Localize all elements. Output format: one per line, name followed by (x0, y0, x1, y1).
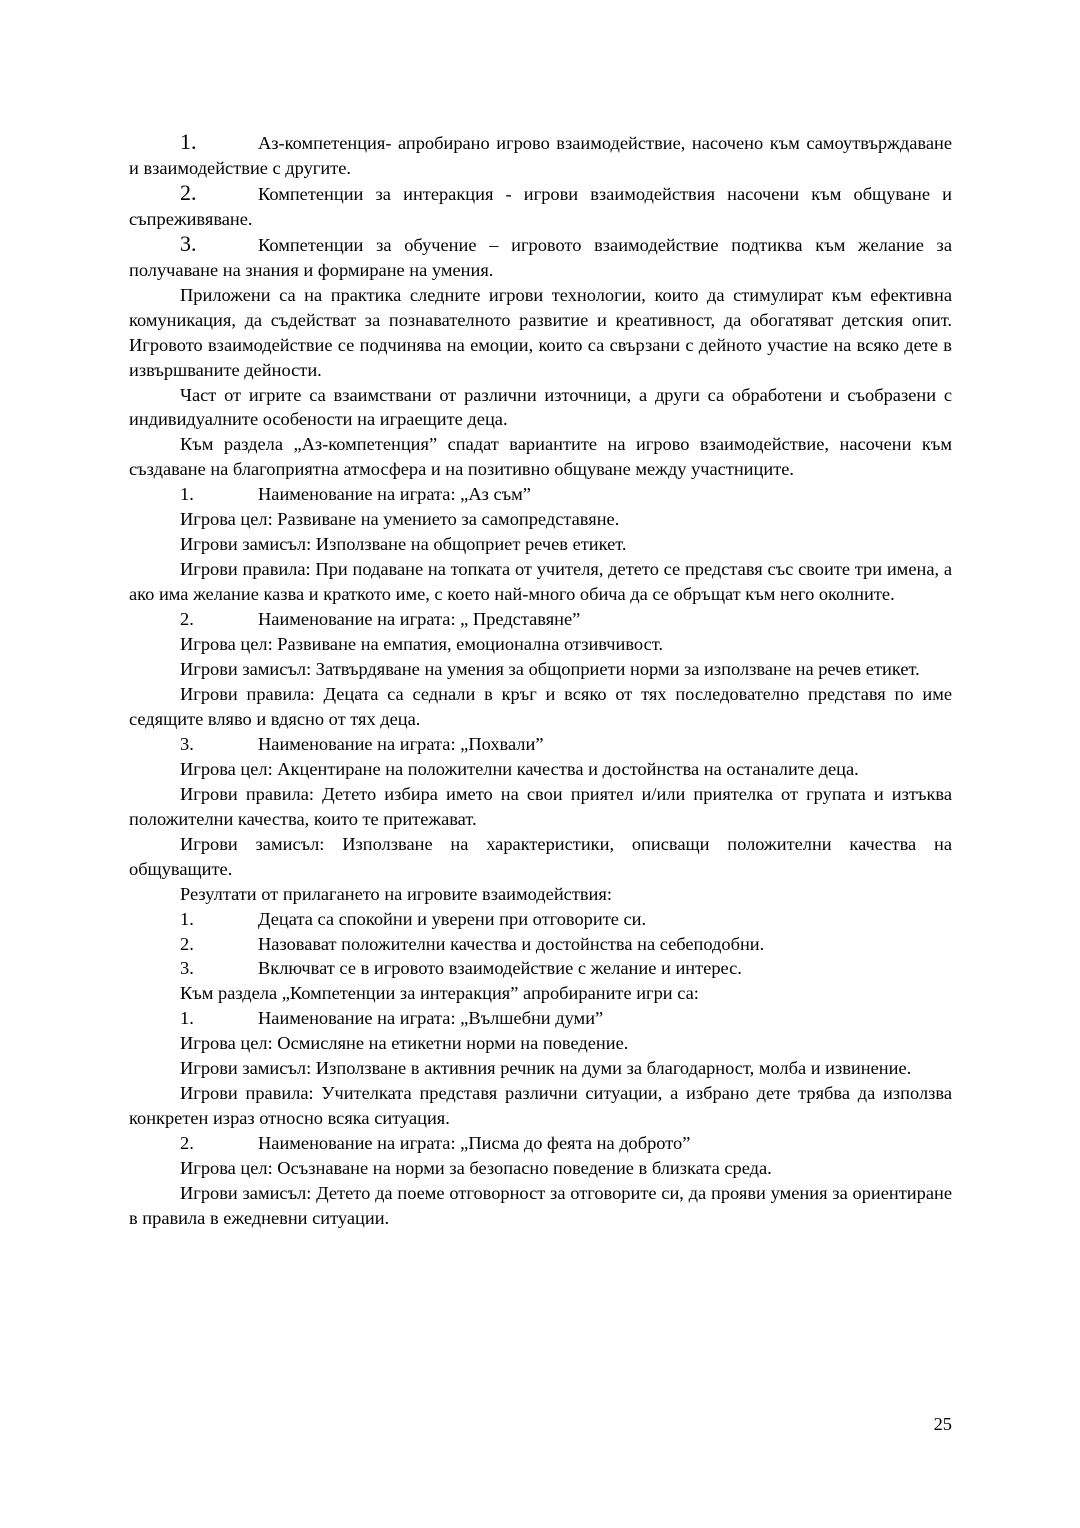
result-item-3 (129, 956, 952, 981)
s2-game-1-rules: Игрови правила: Учителката представя различни ситуации, а избрано дете трябва да използва конкретен израз относно всяка ситуация. (129, 1083, 952, 1129)
list-number: 2. (180, 179, 197, 205)
result-item-2 (129, 932, 952, 957)
list-number: 1. (180, 484, 194, 505)
results-heading: Резултати от прилагането на игровите взаимодействия: (180, 883, 612, 904)
game-3-title (129, 732, 952, 757)
game-3-idea: Игрови замисъл: Използване на характеристики, описващи положителни качества на общуващите. (129, 833, 952, 879)
game-2-goal: Игрова цел: Развиване на емпатия, емоционална отзивчивост. (180, 634, 663, 655)
game-1-idea: Игрови замисъл: Използване на общоприет речев етикет. (180, 534, 627, 555)
result-text: Включват се в игровото взаимодействие с желание и интерес. (258, 958, 742, 979)
page-content (129, 130, 952, 1231)
list-number: 1. (180, 908, 194, 929)
intro-list-item-3 (129, 232, 952, 283)
page-number: 25 (933, 1414, 952, 1434)
list-number: 1. (180, 1008, 194, 1029)
game-2-title (129, 607, 952, 632)
game-2-idea: Игрови замисъл: Затвърдяване на умения за общоприети норми за използване на речев етикет. (180, 659, 920, 680)
game-title-text: Наименование на играта: „ Представяне” (258, 609, 581, 630)
game-1-goal: Игрова цел: Развиване на умението за самопредставяне. (180, 509, 620, 530)
list-number: 3. (180, 230, 197, 256)
game-3-rules: Игрови правила: Детето избира името на свои приятел и/или приятелка от групата и изтъква положителни качества, които те притежават. (129, 783, 952, 829)
s2-game-1-idea: Игрови замисъл: Използване в активния речник на думи за благодарност, молба и извинение. (180, 1058, 912, 1079)
s2-game-2-goal: Игрова цел: Осъзнаване на норми за безопасно поведение в близката среда. (180, 1158, 772, 1179)
game-title-text: Наименование на играта: „Вълшебни думи” (258, 1008, 604, 1029)
s2-game-1-goal: Игрова цел: Осмисляне на етикетни норми на поведение. (180, 1033, 629, 1054)
result-text: Назовават положителни качества и достойнства на себеподобни. (258, 933, 765, 954)
list-number: 2. (180, 609, 194, 630)
game-1-title (129, 482, 952, 507)
list-text: Аз-компетенция- апробирано игрово взаимодействие, насочено към самоутвърждаване и взаимодействие с другите. (129, 133, 952, 178)
game-3-goal: Игрова цел: Акцентиране на положителни качества и достойнства на останалите деца. (180, 758, 859, 779)
paragraph-section1-intro: Към раздела „Аз-компетенция” спадат вариантите на игрово взаимодействие, насочени към създаване на благоприятна атмосфера и на позитивно общуване между участниците. (129, 434, 952, 480)
game-2-rules: Игрови правила: Децата са седнали в кръг и всяко от тях последователно представя по име седящите вляво и вдясно от тях деца. (129, 683, 952, 729)
s2-game-2-idea: Игрови замисъл: Детето да поеме отговорност за отговорите си, да прояви умения за ориентиране в правила в ежедневни ситуации. (129, 1183, 952, 1228)
game-title-text: Наименование на играта: „Похвали” (258, 733, 544, 754)
section2-intro: Към раздела „Компетенции за интеракция” апробираните игри са: (180, 983, 699, 1004)
game-title-text: Наименование на играта: „Аз съм” (258, 484, 531, 505)
game-1-rules: Игрови правила: При подаване на топката от учителя, детето се представя със своите три имена, а ако има желание казва и краткото име, с което най-много обича да се обръщат към него околните. (129, 559, 952, 605)
list-text: Компетенции за обучение – игровото взаимодействие подтиква към желание за получаване на знания и формиране на умения. (129, 234, 952, 280)
paragraph-sources: Част от игрите са взаимствани от различни източници, а други са обработени и съобразени с индивидуалните особености на играещите деца. (129, 384, 952, 430)
intro-list-item-1 (129, 130, 952, 181)
list-number: 2. (180, 933, 194, 954)
s2-game-1-title (129, 1006, 952, 1031)
list-text: Компетенции за интеракция - игрови взаимодействия насочени към общуване и съпреживяване. (129, 183, 952, 229)
game-title-text: Наименование на играта: „Писма до феята на доброто” (258, 1133, 691, 1154)
list-number: 3. (180, 733, 194, 754)
result-item-1 (129, 907, 952, 932)
paragraph-technologies: Приложени са на практика следните игрови технологии, които да стимулират към ефективна комуникация, да съдействат за познавателното развитие и креативност, да обогатяват детския опит. Игровото взаимодействие се подчинява на емоции, които са свързани с дейното участие на всяко дете в извършваните дейности. (129, 284, 952, 380)
s2-game-2-title (129, 1131, 952, 1156)
list-number: 2. (180, 1133, 194, 1154)
intro-list-item-2 (129, 181, 952, 232)
result-text: Децата са спокойни и уверени при отговорите си. (258, 908, 647, 929)
list-number: 3. (180, 958, 194, 979)
list-number: 1. (180, 129, 197, 154)
